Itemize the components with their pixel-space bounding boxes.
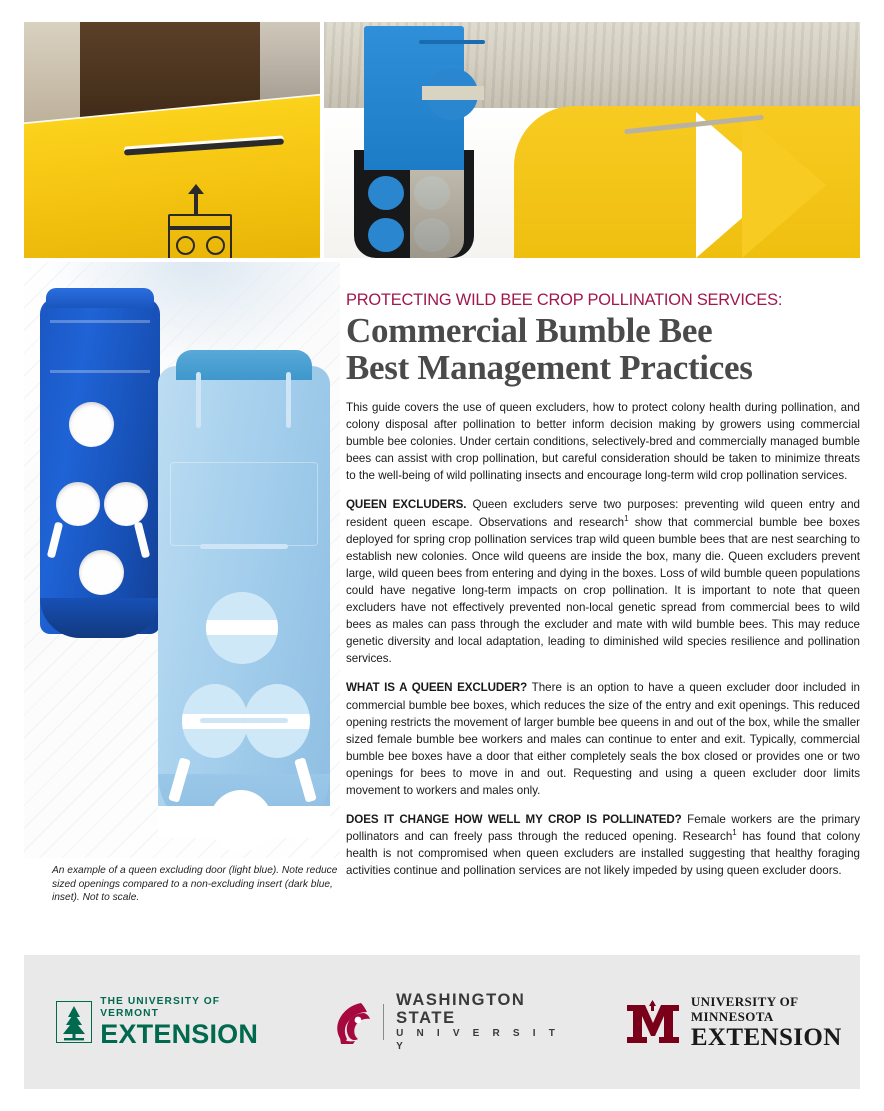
logo-uvm-text (100, 996, 264, 1049)
logo-umn-line2: EXTENSION (690, 1023, 842, 1051)
non-excluding-insert-dark-blue (40, 298, 160, 634)
logo-uvm-line1: THE UNIVERSITY OF VERMONT (100, 995, 221, 1019)
photo-yellow-bee-box (24, 22, 320, 258)
diagram-hole-icon (176, 236, 195, 255)
section-text-a: Female workers are the primary pollinators and can freely pass through the reduced opening. Research (346, 813, 861, 844)
door-leg (196, 372, 201, 428)
photo-queen-excluder-installed (324, 22, 860, 258)
section-text-b: show that commercial bumble bee boxes deployed for spring crop pollination services trap wild queen bumble bees that are nest searching to establish new colonies. Once wild queens are inside the box, many die. Queen excluders prevent large, wild queen bees from entering and dying in the boxes. Loss of wild bumble queen populations could have negative long-term impacts on crop pollination. It is important to note that queen excluders have not effectively prevented non-local genetic spread from commercial bees to wild bees as males can pass through the excluder and mate with wild bumble bees. This may reduce genetic diversity and local adaptation, leading to diminished wild species resilience and pollination services. (346, 515, 860, 666)
diagram-bar (168, 226, 232, 230)
logo-uvm-line2: EXTENSION (100, 1018, 259, 1049)
section-text-a: There is an option to have a queen excluder door included in commercial bumble bee boxes, which reduces the size of the entry and exit openings. This reduced opening restricts the movement of larger bumble bee queens in and out of the box, while the smaller sized female bumble bee workers and males can continue to enter and exit. Typically, commercial bumble bee boxes have a door that either completely seals the box closed or provides one or two openings for bees to move in and out. Requesting and using a queen excluder door limits movement to workers and males only. (346, 681, 861, 797)
photo-excluder-inserts-comparison (24, 262, 340, 858)
queen-excluding-door-light-blue (158, 366, 330, 834)
insert-opening (79, 550, 124, 595)
section-heading-what-is-a-queen-excluder: WHAT IS A QUEEN EXCLUDER? (346, 681, 528, 695)
footnote-marker: 1 (732, 828, 737, 838)
door-reduced-slot (422, 86, 484, 100)
logo-wsu-text (396, 991, 567, 1053)
insert-opening (104, 482, 148, 526)
excluder-opening (368, 176, 404, 210)
photo-background-wall-light (24, 22, 80, 127)
section-heading-queen-excluders: QUEEN EXCLUDERS. (346, 498, 467, 512)
evergreen-tree-icon (56, 1001, 92, 1043)
article-content (346, 290, 860, 879)
article-kicker: PROTECTING WILD BEE CROP POLLINATION SERVICES: (346, 291, 783, 309)
excluder-metal-plate (410, 164, 464, 258)
block-m-icon (625, 999, 681, 1045)
bee-box-entrance-diagram-icon (164, 192, 236, 258)
paragraph-what-is-a-queen-excluder (346, 679, 860, 799)
door-ridge (419, 40, 485, 44)
door-slot (206, 620, 278, 635)
logo-umn-extension (625, 994, 860, 1051)
logo-divider (383, 1004, 384, 1040)
logo-umn-text (691, 994, 860, 1051)
insert-opening (56, 482, 100, 526)
page-title (346, 312, 860, 386)
insert-wing-slot (134, 522, 150, 559)
insert-ridge (50, 320, 150, 323)
logo-wsu-line2: U N I V E R S I T Y (396, 1028, 561, 1052)
photo-caption: An example of a queen excluding door (light blue). Note reduce sized openings compared to a non-excluding insert (dark blue, inset). Not to scale. (52, 865, 338, 904)
partner-logos (24, 955, 860, 1089)
door-reduced-opening (206, 592, 278, 664)
paragraph-intro: This guide covers the use of queen excluders, how to protect colony health during pollination, and colony disposal after pollination to better inform decision making by growers using commercial bumble bee colonies. Under certain conditions, selectively-bred and commercially managed bumble bees can assist with crop pollination, but careful consideration should be taken to minimize threats to the well-being of wild pollinating insects and encourage long-term wild crop pollination services. (346, 401, 860, 483)
section-text-a: Queen excluders serve two purposes: preventing wild queen entry and resident queen escape. Observations and research (346, 498, 861, 529)
bee-box-chevron-graphic (696, 112, 846, 258)
door-panel-outline (170, 462, 318, 546)
page-title-line-2: Best Management Practices (346, 348, 753, 387)
page-title-line-1: Commercial Bumble Bee (346, 311, 713, 350)
cougar-head-icon (331, 1000, 373, 1044)
footer-logo-band (24, 955, 860, 1089)
door-leg (286, 372, 291, 428)
door-bottom-opening (210, 790, 272, 852)
top-photo-band (24, 22, 860, 258)
section-text-b: has found that colony health is not compromised when queen excluders are installed suggesting that healthy foraging activities continue and pollination services are not likely impeded by using queen excluder doors. (346, 830, 860, 878)
insert-nose (40, 598, 160, 638)
diagram-arrow-icon (194, 192, 198, 216)
logo-uvm-extension (56, 996, 265, 1049)
diagram-hole-icon (206, 236, 225, 255)
paragraph-queen-excluders (346, 496, 860, 667)
door-ridge (200, 718, 288, 723)
door-ridge (200, 544, 288, 549)
insert-wing-slot (47, 522, 63, 559)
queen-excluder-door-blue (364, 26, 464, 170)
logo-washington-state-university (331, 991, 567, 1053)
logo-umn-line1: UNIVERSITY OF MINNESOTA (690, 993, 799, 1024)
footnote-marker: 1 (624, 513, 629, 523)
insert-opening (69, 402, 114, 447)
paragraph-does-it-change-pollination (346, 811, 860, 879)
section-heading-does-it-change-pollination: DOES IT CHANGE HOW WELL MY CROP IS POLLINATED? (346, 813, 682, 827)
logo-wsu-line1: WASHINGTON STATE (396, 991, 526, 1027)
excluder-opening (368, 218, 404, 252)
insert-top-tab (46, 288, 154, 308)
insert-ridge (50, 370, 150, 373)
